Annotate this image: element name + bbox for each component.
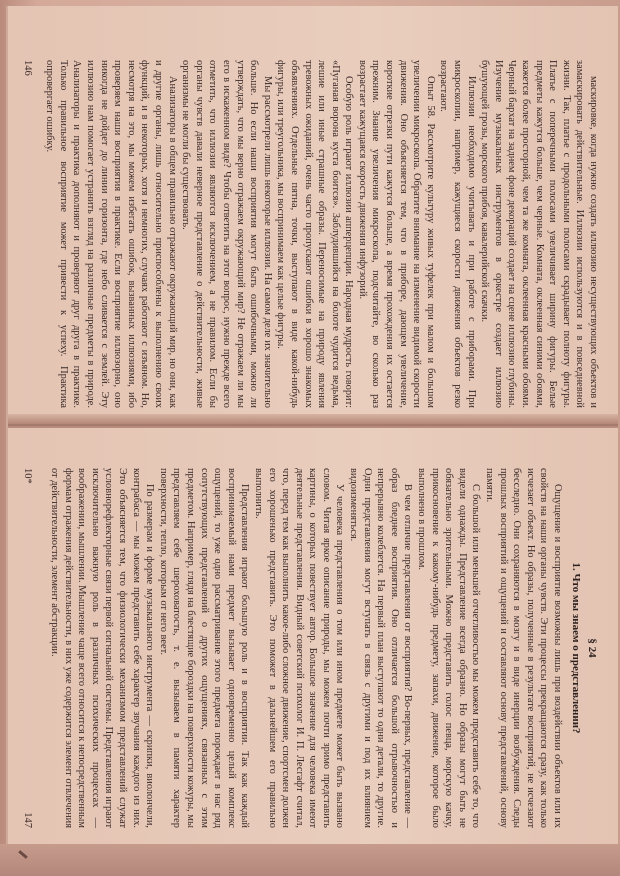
paragraph: Анализаторы в общем правильно отражают окружающий мир, но они, как и другие органы, лишь относительно приспособлены к выполнению своих функций, и в некоторых, хотя и немногих, случаях работают с изъяном. Но, несмотря на это, мы можем избегать ошибок, вызванных иллюзиями, ибо проверяем наши восприятия в практике. Если восприятие иллюзорно, оно никогда не дойдет до линии горизонта, где небо сливается с землей. Эту иллюзию нам помогает устранить взгляд на различные предметы в природе. Анализаторы и практика дополняют и проверяют друг друга в практике. Только правильное восприятие может привести к успеху. Практика опровергает ошибку. <box>44 60 178 408</box>
table-edge <box>0 844 620 876</box>
open-book <box>6 6 618 844</box>
paragraph: У человека представления о том или ином предмете может быть вызвано словом. Читая яркое описание природы, мы можем почти зримо представить картины, о которых повествует автор. Большое значение для человека имеют деятельные представления. Видный советский психолог И. П. Лесгафт считал, что, перед тем как выполнить какое-либо сложное движение, спортсмен должен его хорошенько представить. Это поможет в дальнейшем его правильно выполнить. <box>252 468 346 828</box>
left-page-text <box>43 60 600 408</box>
paragraph: Мы рассмотрели лишь некоторые иллюзии. На самом деле их значительно больше. Но если наши восприятия могут быть ошибочными, можно ли утверждать, что мы верно отражаем окружающий мир? Не отражаем ли мы его в искаженном виде? Чтобы ответить на этот вопрос, нужно прежде всего отметить, что иллюзии являются исключением, а не правилом. Если бы органы чувств давали неверное представление о действительности, живые организмы не могли бы существовать. <box>180 60 273 408</box>
paragraph: В чем отличие представления от восприятия? Во-первых, представление — образ бледнее восприятия. Оно отличается большой отрывочностью и непрерывно колеблется. На первый план выступают то одни детали, то другие. Одни представления могут вступать в связь с другими и под их влиянием видоизменяться. <box>348 468 414 828</box>
paragraph: Опыт 58. Рассмотрите культуру живых туфелек при малом и большом увеличении микроскопа. Обратите внимание на изменение видимой скорости движения. Оно объясняется тем, что в приборе, дающем увеличение, короткие отрезки пути кажутся больше, а время прохождения их остается прежним. Знание увеличения микроскопа, подсчитайте, во сколько раз возрастает кажущаяся скорость движения инфузорий. <box>356 60 436 408</box>
right-page <box>8 428 618 844</box>
sub-heading: 1. Что мы знаем о представлении? <box>570 562 582 734</box>
paragraph: С большой или меньшей отчетливостью мы можем представить себе то, что видели однажды. Представление всегда образно. Но образы могут быть не обязательно зрительными. Можно представить голос певца, морскую качку, прикосновение к какому-нибудь предмету, запахи, движение, которое было выполнено в прошлом. <box>416 468 482 828</box>
page-number: 147 <box>22 812 33 828</box>
book-spread <box>8 6 618 844</box>
signature-mark: 10* <box>22 468 33 484</box>
left-page <box>8 6 618 422</box>
page-number: 146 <box>22 60 33 76</box>
paragraph: Иллюзии необходимо учитывать и при работе с приборами. При микроскопии, например, кажущиеся скорости движения объектов резко возрастают. <box>438 60 477 408</box>
paragraph: Особую роль играют иллюзии апперцепции. Народная мудрость говорит: «Пуганая ворона куста боится». Заблудившийся на болоте чудится ведьма, лешие или иные страшные образы. Переносимые на природу явления тревожных ожиданий, очень часто пропускают ошибки в хорошо знакомых объявлениях. Отдельные пятна, точки, выступают в виде какой-нибудь фигуры, или треугольника, мы воспринимаем как целые фигуры. <box>275 60 355 408</box>
paragraph: маскировке, когда нужно создать иллюзию несуществующих объектов и замаскировать действительные. Иллюзии используются и в повседневной жизни. Так, платье с продольными полосами скрадывает полноту фигуры. Платье с поперечными полосами увеличивает ширину фигуры. Белые предметы кажутся больше, чем черные. Комната, оклеенная синими обоями, кажется более просторной, чем та же комната, оклеенная красными обоями. Черный бархат на заднем фоне декораций создает на сцене иллюзию глубины. Изучение музыкальных инструментов в оркестре создает иллюзию бушующей грозы, морского прибоя, кавалерийской скачки. <box>479 60 599 408</box>
section-heading: § 24 <box>586 638 598 658</box>
paragraph: По размерам и форме музыкального инструмента — скрипки, виолончели, контрабаса — мы можем представить себе характер звучания каждого из них. Это объясняется тем, что физиологически механизмом представлений служат условнорефлекторные связи первой сигнальной системы. Представления играют исключительно важную роль в различных психических процессах — воображении, мышлении. Мышление чаще всего относится к непосредственным формам отражения действительности, в них уже содержится элемент отвлечения от действительности, элемент абстракции. <box>49 468 156 828</box>
paragraph: Ощущение и восприятие возможны лишь при воздействии объектов или их свойств на наши органы чувств. Эти процессы прекращаются сразу, как только исчезает объект. Но образы, полученные в результате восприятий, не исчезают бесследно. Они сохраняются в мозгу и в виде инерции возбуждения. Следы прошлых восприятий и ощущений и составляют основу представлений, основу памяти. <box>484 468 563 828</box>
right-page-text <box>47 468 564 828</box>
paragraph: Представления играют большую роль и в восприятии. Так как каждый воспринимаемый нами предмет вызывает одновременно целый комплекс ощущений, то уже одно рассматривание этого предмета порождает в нас ряд сопутствующих представлений о других ощущениях, связанных с этим предметом. Например, глядя на блестящие бороздки на поверхности кожуры, мы представляем себе шероховатость, т. е. вызываем в памяти характер поверхности, тепло, которым от него веет. <box>157 468 251 828</box>
